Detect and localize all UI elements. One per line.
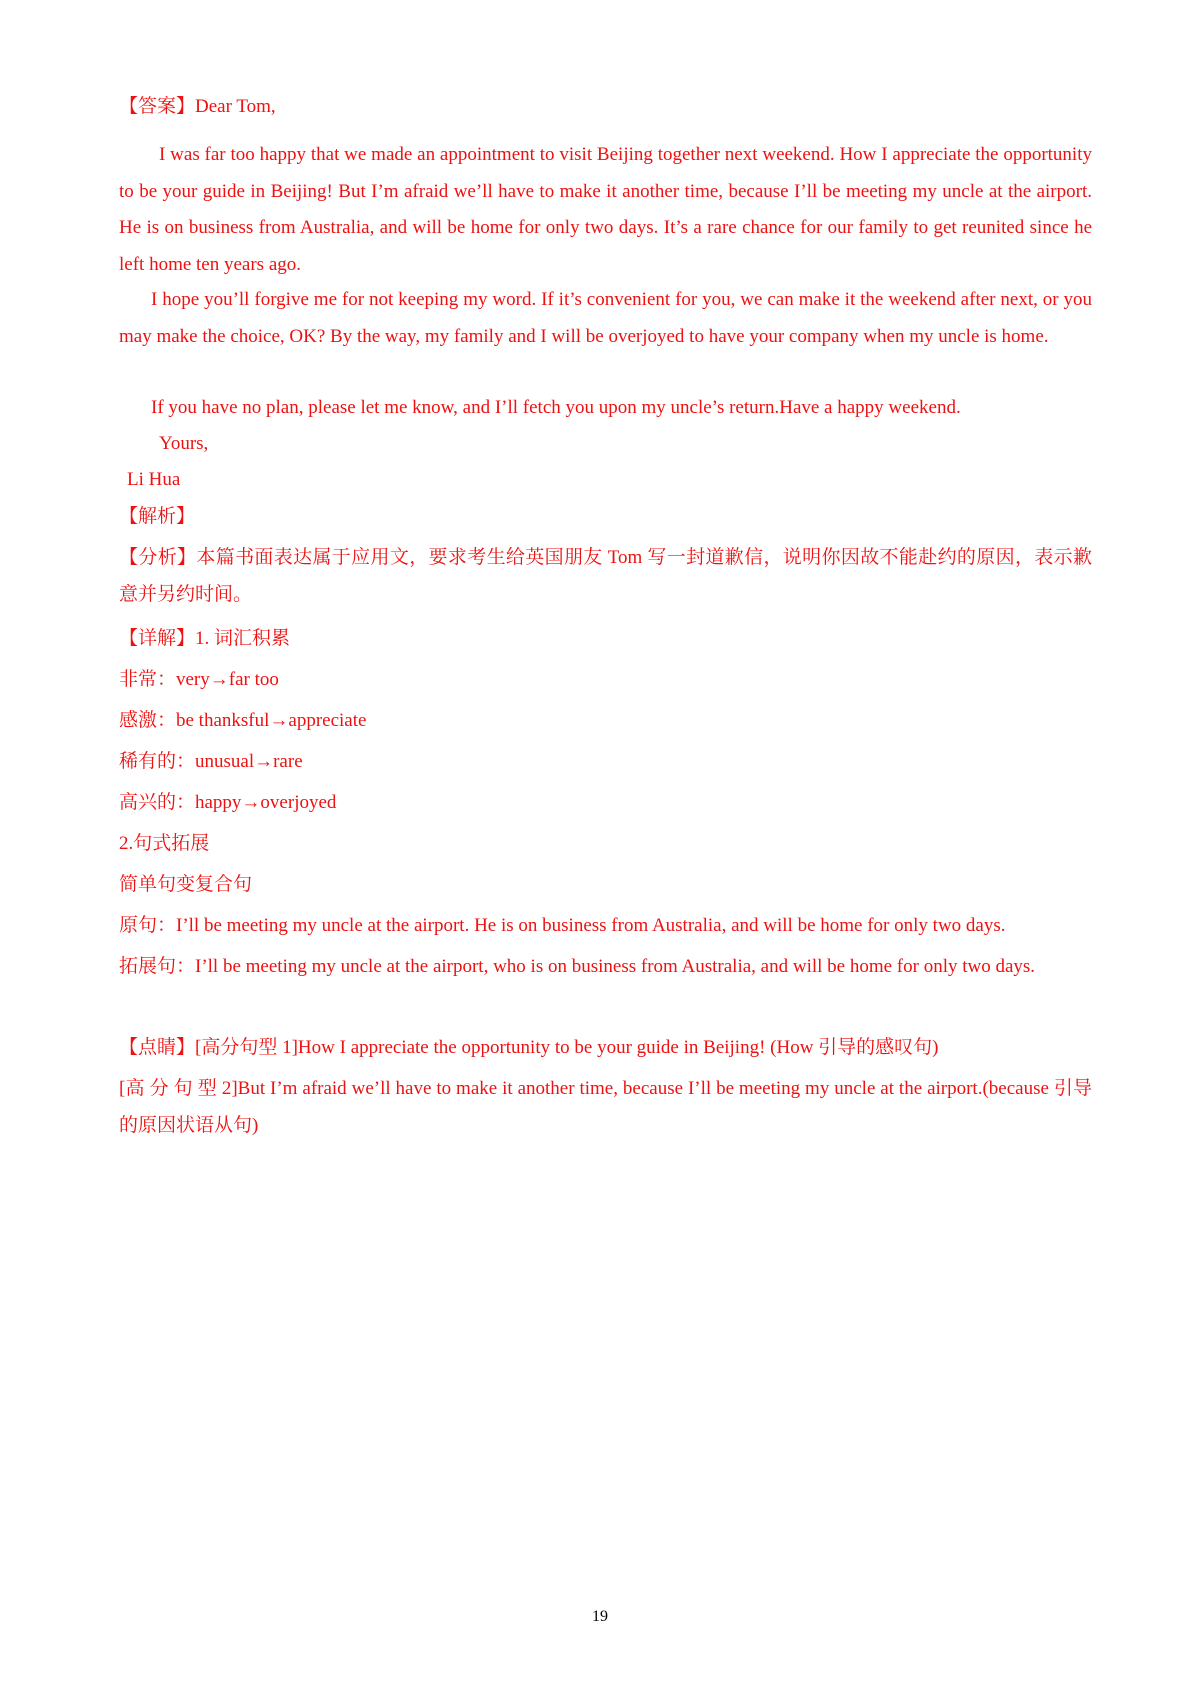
answer-tag: 【答案】 — [119, 96, 196, 117]
letter-signature: Li Hua — [127, 469, 181, 490]
detail-heading-text: 1. 词汇积累 — [195, 628, 291, 649]
fenxi-tag: 【分析】 — [119, 547, 197, 568]
vocab-item: 稀有的：unusual→rare — [119, 751, 303, 772]
dianjing-sentence-1: [高分句型 1]How I appreciate the opportunity to be your guide in Beijing! (How 引导的感叹句) — [195, 1037, 939, 1058]
answer-salutation-line — [119, 89, 1092, 126]
letter-paragraph-1: I was far too happy that we made an appointment to visit Beijing together next weekend. How I appreciate the opportunity to be your guide in Beijing! But I’m afraid we’ll have to make it another time, because I’ll be meeting my uncle at the airport. He is on business from Australia, and will be home for only two days. It’s a rare chance for our family to get reunited since he left home ten years ago. — [119, 144, 1092, 275]
analysis-heading: 【解析】 — [119, 506, 196, 527]
fenxi-text: 本篇书面表达属于应用文，要求考生给英国朋友 Tom 写一封道歉信，说明你因故不能赴约的原因，表示歉意并另约时间。 — [119, 547, 1092, 605]
salutation: Dear Tom, — [195, 96, 276, 117]
detail-tag: 【详解】 — [119, 628, 196, 649]
letter-closing: Yours, — [159, 433, 209, 454]
letter-paragraph-2: I hope you’ll forgive me for not keeping my word. If it’s convenient for you, we can make it the weekend after next, or you may make the choice, OK? By the way, my family and I will be overjoyed to have your company when my uncle is home. — [119, 289, 1092, 347]
vocab-item: 感激：be thanksful→appreciate — [119, 710, 367, 731]
dianjing-tag: 【点睛】 — [119, 1037, 196, 1058]
dianjing-line-1 — [119, 1030, 1092, 1067]
detail-heading — [119, 621, 1092, 658]
page-number: 19 — [592, 1608, 608, 1625]
fenxi-paragraph — [119, 540, 1092, 613]
sentence-subheading: 简单句变复合句 — [119, 874, 253, 895]
section-2-heading: 2.句式拓展 — [119, 833, 210, 854]
dianjing-sentence-2: [高 分 句 型 2]But I’m afraid we’ll have to make it another time, because I’ll be meeting my uncle at the airport.(because 引导的原因状语从句) — [119, 1078, 1092, 1136]
original-sentence: 原句：I’ll be meeting my uncle at the airport. He is on business from Australia, and will be home for only two days. — [119, 915, 1006, 936]
letter-paragraph-3: If you have no plan, please let me know, and I’ll fetch you upon my uncle’s return.Have a happy weekend. — [151, 397, 961, 418]
expanded-sentence: 拓展句：I’ll be meeting my uncle at the airport, who is on business from Australia, and will be home for only two days. — [119, 956, 1036, 977]
vocab-item: 高兴的：happy→overjoyed — [119, 792, 337, 813]
vocab-item: 非常：very→far too — [119, 669, 279, 690]
